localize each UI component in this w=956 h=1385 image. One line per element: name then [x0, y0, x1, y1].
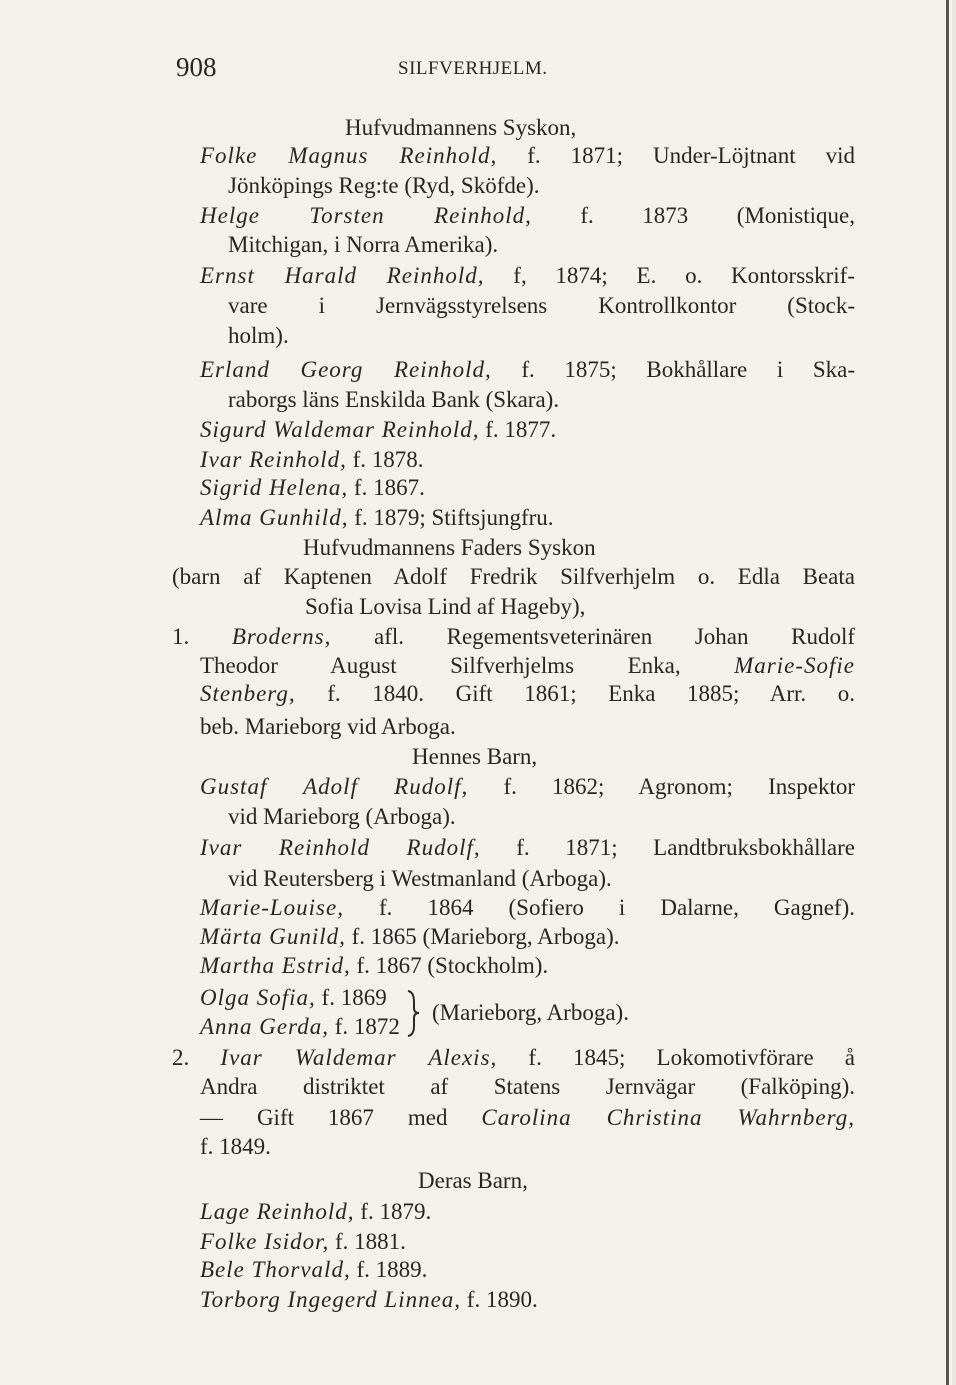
- text-line: [200, 1072, 855, 1102]
- text-line: [200, 141, 855, 171]
- text-run: f. 1877.: [479, 417, 557, 442]
- text-run: Hufvudmannens Faders Syskon: [303, 535, 596, 560]
- text-run: raborgs läns Enskilda Bank (Skara).: [228, 387, 560, 412]
- text-run: f. 1862; Agronom; Inspektor: [468, 774, 855, 799]
- text-line: [200, 1012, 400, 1042]
- text-run: f. 1890.: [461, 1287, 538, 1312]
- text-line: [200, 951, 548, 981]
- italic-name: Broderns,: [231, 624, 332, 649]
- text-run: afl. Regementsveterinären Johan Rudolf: [331, 624, 855, 649]
- italic-name: Ivar Reinhold Rudolf,: [200, 835, 481, 860]
- text-line: [200, 712, 456, 742]
- text-run: (Marieborg, Arboga).: [432, 1000, 629, 1025]
- text-line: [228, 802, 456, 832]
- italic-name: Gustaf Adolf Rudolf,: [200, 774, 469, 799]
- text-run: Andra distriktet af Statens Jernvägar (Falköping).: [200, 1074, 855, 1099]
- text-line: [200, 983, 387, 1013]
- text-line: [228, 230, 498, 260]
- italic-name: Erland Georg Reinhold,: [200, 357, 492, 382]
- page-edge: [946, 0, 949, 1385]
- text-run: vid Marieborg (Arboga).: [228, 804, 456, 829]
- text-run: 1.: [172, 624, 232, 649]
- italic-name: Stenberg,: [200, 681, 296, 706]
- text-line: [200, 261, 855, 291]
- text-run: (barn af Kaptenen Adolf Fredrik Silfverhjelm o. Edla Beata: [172, 564, 855, 589]
- italic-name: Folke Magnus Reinhold,: [200, 143, 498, 168]
- text-run: f. 1878.: [346, 447, 424, 472]
- text-line: [200, 772, 855, 802]
- text-run: 2.: [172, 1045, 221, 1070]
- text-line: [172, 1043, 855, 1073]
- italic-name: Märta Gunild,: [200, 924, 346, 949]
- text-run: f. 1871; Under-Löjtnant vid: [497, 143, 855, 168]
- text-line: [200, 1103, 855, 1133]
- text-run: f. 1889.: [350, 1257, 428, 1282]
- text-run: holm).: [228, 323, 289, 348]
- text-line: [200, 355, 855, 385]
- text-run: f. 1867.: [348, 475, 425, 500]
- text-run: beb. Marieborg vid Arboga.: [200, 714, 456, 739]
- text-line: [412, 742, 537, 772]
- text-run: vare i Jernvägsstyrelsens Kontrollkontor (Stock-: [228, 293, 855, 318]
- italic-name: Ernst Harald Reinhold,: [200, 263, 485, 288]
- text-run: f. 1840. Gift 1861; Enka 1885; Arr. o.: [295, 681, 855, 706]
- text-line: [200, 679, 855, 709]
- text-run: vid Reutersberg i Westmanland (Arboga).: [228, 866, 612, 891]
- italic-name: Helge Torsten Reinhold,: [200, 203, 532, 228]
- italic-name: Bele Thorvald,: [200, 1257, 351, 1282]
- page-number: 908: [176, 52, 217, 82]
- italic-name: Olga Sofia,: [200, 985, 316, 1010]
- text-line: [432, 998, 629, 1028]
- text-run: Theodor August Silfverhjelms Enka,: [200, 653, 735, 678]
- text-run: Hennes Barn,: [412, 744, 538, 769]
- text-line: [345, 113, 576, 143]
- italic-name: Carolina Christina Wahrnberg,: [481, 1105, 855, 1130]
- italic-name: Sigurd Waldemar Reinhold,: [200, 417, 480, 442]
- text-line: [200, 503, 554, 533]
- text-line: [200, 1255, 427, 1285]
- text-line: [228, 291, 855, 321]
- text-line: [228, 171, 539, 201]
- text-run: Hufvudmannens Syskon,: [345, 115, 577, 140]
- text-run: f. 1879.: [354, 1199, 432, 1224]
- text-run: f. 1864 (Sofiero i Dalarne, Gagnef).: [343, 895, 855, 920]
- text-run: f. 1849.: [200, 1134, 271, 1159]
- italic-name: Torborg Ingegerd Linnea,: [200, 1287, 462, 1312]
- italic-name: Lage Reinhold,: [200, 1199, 355, 1224]
- italic-name: Sigrid Helena,: [200, 475, 349, 500]
- text-line: [200, 1285, 538, 1315]
- text-run: f. 1865 (Marieborg, Arboga).: [345, 924, 620, 949]
- text-line: [200, 893, 855, 923]
- text-run: Sofia Lovisa Lind af Hageby),: [305, 594, 586, 619]
- text-line: [172, 562, 855, 592]
- text-run: f. 1871; Landtbruksbokhållare: [480, 835, 856, 860]
- text-line: [418, 1166, 528, 1196]
- text-run: Deras Barn,: [418, 1168, 528, 1193]
- text-line: [228, 864, 612, 894]
- text-run: f. 1867 (Stockholm).: [350, 953, 549, 978]
- text-run: f. 1879; Stiftsjungfru.: [348, 505, 554, 530]
- page-margin: [952, 0, 956, 1385]
- text-line: [303, 533, 596, 563]
- text-run: f. 1869: [315, 985, 387, 1010]
- italic-name: Ivar Waldemar Alexis,: [220, 1045, 498, 1070]
- text-line: [200, 1132, 271, 1162]
- text-run: — Gift 1867 med: [200, 1105, 482, 1130]
- text-line: [200, 445, 424, 475]
- text-run: f. 1875; Bokhållare i Ska-: [491, 357, 855, 382]
- text-line: [172, 622, 855, 652]
- italic-name: Alma Gunhild,: [200, 505, 349, 530]
- text-run: f. 1872: [328, 1014, 400, 1039]
- text-line: [200, 415, 556, 445]
- text-line: [200, 651, 855, 681]
- text-line: [200, 473, 425, 503]
- italic-name: Marie-Louise,: [200, 895, 344, 920]
- text-line: [200, 922, 620, 952]
- text-line: [200, 833, 855, 863]
- text-run: f. 1881.: [329, 1229, 406, 1254]
- text-line: [200, 1227, 406, 1257]
- text-line: [228, 385, 559, 415]
- text-run: Jönköpings Reg:te (Ryd, Sköfde).: [228, 173, 540, 198]
- text-line: [200, 1197, 431, 1227]
- italic-name: Martha Estrid,: [200, 953, 351, 978]
- text-run: Mitchigan, i Norra Amerika).: [228, 232, 499, 257]
- text-line: [228, 321, 289, 351]
- italic-name: Folke Isidor,: [200, 1229, 330, 1254]
- brace-mark: [404, 988, 428, 1038]
- text-run: f, 1874; E. o. Kontorsskrif-: [484, 263, 855, 288]
- italic-name: Ivar Reinhold,: [200, 447, 347, 472]
- running-title: SILFVERHJELM.: [398, 58, 548, 79]
- text-line: [200, 201, 855, 231]
- italic-name: Anna Gerda,: [200, 1014, 329, 1039]
- text-run: f. 1845; Lokomotivförare å: [497, 1045, 856, 1070]
- italic-name: Marie-Sofie: [734, 653, 855, 678]
- text-run: f. 1873 (Monistique,: [531, 203, 855, 228]
- text-line: [305, 592, 585, 622]
